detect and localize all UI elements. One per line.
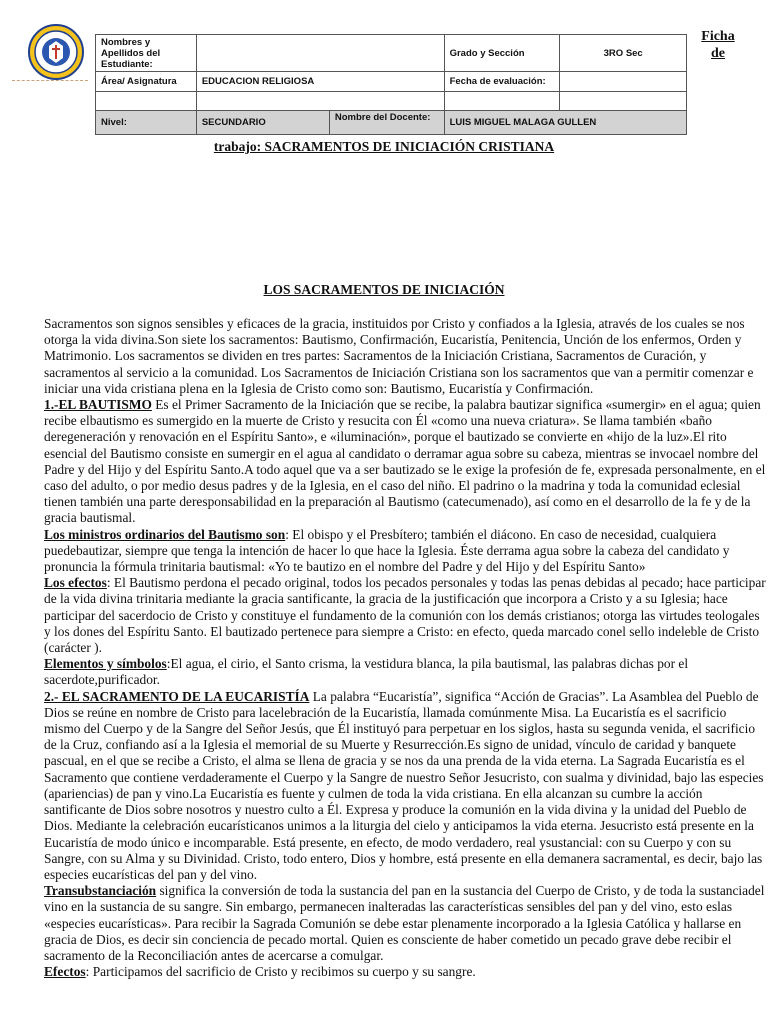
level-label: Nivel: — [96, 111, 197, 135]
paragraph-heading: Efectos — [44, 964, 86, 980]
school-crest-icon — [14, 22, 98, 84]
blank-cell — [560, 92, 687, 111]
subject-value: EDUCACION RELIGIOSA — [196, 72, 444, 92]
blank-cell — [196, 92, 444, 111]
paragraph-heading: Elementos y símbolos — [44, 656, 167, 672]
paragraph-text: La palabra “Eucaristía”, significa “Acción de Gracias”. La Asamblea del Pueblo de Dios se reúne en nombre de Cristo para lacelebración de la Eucaristía, llamada comúnmente Misa. La Eucaristía es el sacrificio mismo del Cuerpo y de la Sangre del Señor Jesús, que Él instituyó para perpetuar en los siglos, hasta su segunda venida, el sacrificio de la Cruz, confiando así a la Iglesia el memorial de su Muerte y Resurrección.Es signo de unidad, vínculo de caridad y banquete pascual, en el que se recibe a Cristo, el alma se llena de gracia y se nos da una prenda de la vida eterna. La Sagrada Eucaristía es el Sacramento que contiene verdaderamente el Cuerpo y la Sangre de nuestro Señor Jesucristo, con sualma y divinidad, bajo las especies (apariencias) de pan y vino.La Eucaristía es fuente y culmen de toda la vida cristiana. En ella alcanzan su cumbre la acción santificante de Dios sobre nosotros y nuestro culto a Él. Expresa y produce la comunión en la vida divina y la unidad del Pueblo de Dios. Mediante la celebración eucarísticanos unimos a la liturgia del cielo y anticipamos la vida eterna. Jesucristo está presente en la Eucaristía de modo único e incomparable. Está presente, en efecto, de modo verdadero, real ysustancial: con su Cuerpo y con su Sangre, con su Alma y su Divinidad. Cristo, todo entero, Dios y hombre, está presente en ella demanera sacramental, es decir, bajo las especies eucarísticas del pan y del vino. — [44, 688, 764, 882]
document-body — [44, 316, 766, 980]
logo-divider — [12, 80, 88, 81]
paragraph-heading: 2.- EL SACRAMENTO DE LA EUCARISTÍA — [44, 688, 310, 704]
document-title: LOS SACRAMENTOS DE INICIACIÓN — [263, 282, 505, 297]
paragraph — [44, 397, 766, 527]
student-name-field[interactable] — [196, 35, 444, 72]
level-value: SECUNDARIO — [197, 111, 330, 134]
student-name-label: Nombres y Apellidos del Estudiante: — [96, 35, 197, 72]
ficha-label: Ficha de — [701, 29, 735, 61]
paragraph-heading: 1.-EL BAUTISMO — [44, 397, 152, 413]
blank-cell — [444, 92, 560, 111]
eval-date-label: Fecha de evaluación: — [444, 72, 560, 92]
paragraph-heading: Transubstanciación — [44, 883, 157, 899]
paragraph-heading: Los ministros ordinarios del Bautismo son — [44, 526, 286, 542]
paragraph-text: : El Bautismo perdona el pecado original, todos los pecados personales y todas las penas debidas al pecado; hace participar de la vida divina trinitaria mediante la gracia santificante, la gracia de la justificación que incorpora a Cristo y a su Iglesia; hace participar del sacerdocio de Cristo y constituye el fundamento de la comunión con los demás cristianos; otorga las virtudes teologales y los dones del Espíritu Santo. El bautizado pertenece para siempre a Cristo: en efecto, queda marcado conel sello indeleble de Cristo (carácter ). — [44, 575, 766, 656]
paragraph-heading: Los efectos — [44, 575, 107, 591]
paragraph-text: significa la conversión de toda la sustancia del pan en la sustancia del Cuerpo de Cristo, y de toda la sustanciadel vino en la sustancia de su sangre. Sin embargo, permanecen inalteradas las características sensibles del pan y del vino, esto eslas «especies eucarísticas». Para recibir la Sagrada Comunión se debe estar plenamente incorporado a la Iglesia Católica y hallarse en gracia de Dios, es decir sin conciencia de pecado mortal. Quien es consciente de haber cometido un pecado grave debe recibir el sacramento de la Reconciliación antes de acercarse a comulgar. — [44, 883, 765, 963]
subject-label: Área/ Asignatura — [96, 72, 197, 92]
teacher-label: Nombre del Docente: — [334, 112, 431, 123]
blank-cell — [96, 92, 197, 111]
grade-value: 3RO Sec — [560, 35, 687, 72]
paragraph — [44, 689, 766, 883]
paragraph — [44, 575, 766, 656]
paragraph — [44, 883, 766, 964]
paragraph-text: : El obispo y el Presbítero; también el diácono. En caso de necesidad, cualquiera puedebautizar, siempre que tenga la intención de hacer lo que hace la Iglesia. Éste derrama agua sobre la cabeza del candidato y pronuncia la fórmula trinitaria bautismal: «Yo te bautizo en el nombre del Padre y del Hijo y del Espíritu Santo» — [44, 526, 730, 575]
paragraph-text: Sacramentos son signos sensibles y eficaces de la gracia, instituidos por Cristo y confiados a la Iglesia, através de los cuales se nos otorga la vida divina.Son siete los sacramentos: Bautismo, Confirmación, Eucaristía, Penitencia, Unción de los enfermos, Orden y Matrimonio. Los sacramentos se dividen en tres partes: Sacramentos de la Iniciación Cristiana, Sacramentos de Curación, y sacramentos al servicio a la comunidad. Los Sacramentos de Iniciación Cristiana son los sacramentos que van a permitir comenzar e iniciar una vida cristiana plena en la Iglesia de Cristo como son: Bautismo, Eucaristía y Confirmación. — [44, 316, 754, 396]
grade-label: Grado y Sección — [444, 35, 560, 72]
paragraph-text: : Participamos del sacrificio de Cristo y recibimos su cuerpo y su sangre. — [85, 964, 476, 980]
eval-date-field[interactable] — [560, 72, 687, 92]
paragraph-text: :El agua, el cirio, el Santo crisma, la vestidura blanca, la pila bautismal, las palabras dichas por el sacerdote,purificador. — [44, 656, 689, 688]
paragraph — [44, 316, 766, 397]
worksheet-subtitle: trabajo: SACRAMENTOS DE INICIACIÓN CRISTIANA — [213, 139, 555, 154]
paragraph — [44, 527, 766, 576]
teacher-name: LUIS MIGUEL MALAGA GULLEN — [444, 111, 686, 135]
paragraph — [44, 656, 766, 688]
student-info-table — [95, 34, 687, 135]
paragraph-text: Es el Primer Sacramento de la Iniciación que se recibe, la palabra bautizar significa «sumergir» en el agua; quien recibe elbautismo es sumergido en la muerte de Cristo y resucita con Él «como una nueva criatura». Se llama también «baño deregeneración y renovación en el Espíritu Santo», e «iluminación», porque el bautizado se convierte en «hijo de la luz».El rito esencial del Bautismo consiste en sumergir en el agua al candidato o derramar agua sobre su cabeza, mientras se invocael nombre del Padre y del Hijo y del Espíritu Santo.A todo aquel que va a ser bautizado se le exige la profesión de fe, expresada personalmente, en el caso del adulto, o por medio desus padres y de la Iglesia, en el caso del niño. El padrino o la madrina y toda la comunidad eclesial tienen también una parte deresponsabilidad en la preparación al Bautismo (catecumenado), así como en el desarrollo de la fe y de la gracia bautismal. — [44, 397, 766, 526]
paragraph — [44, 964, 766, 980]
